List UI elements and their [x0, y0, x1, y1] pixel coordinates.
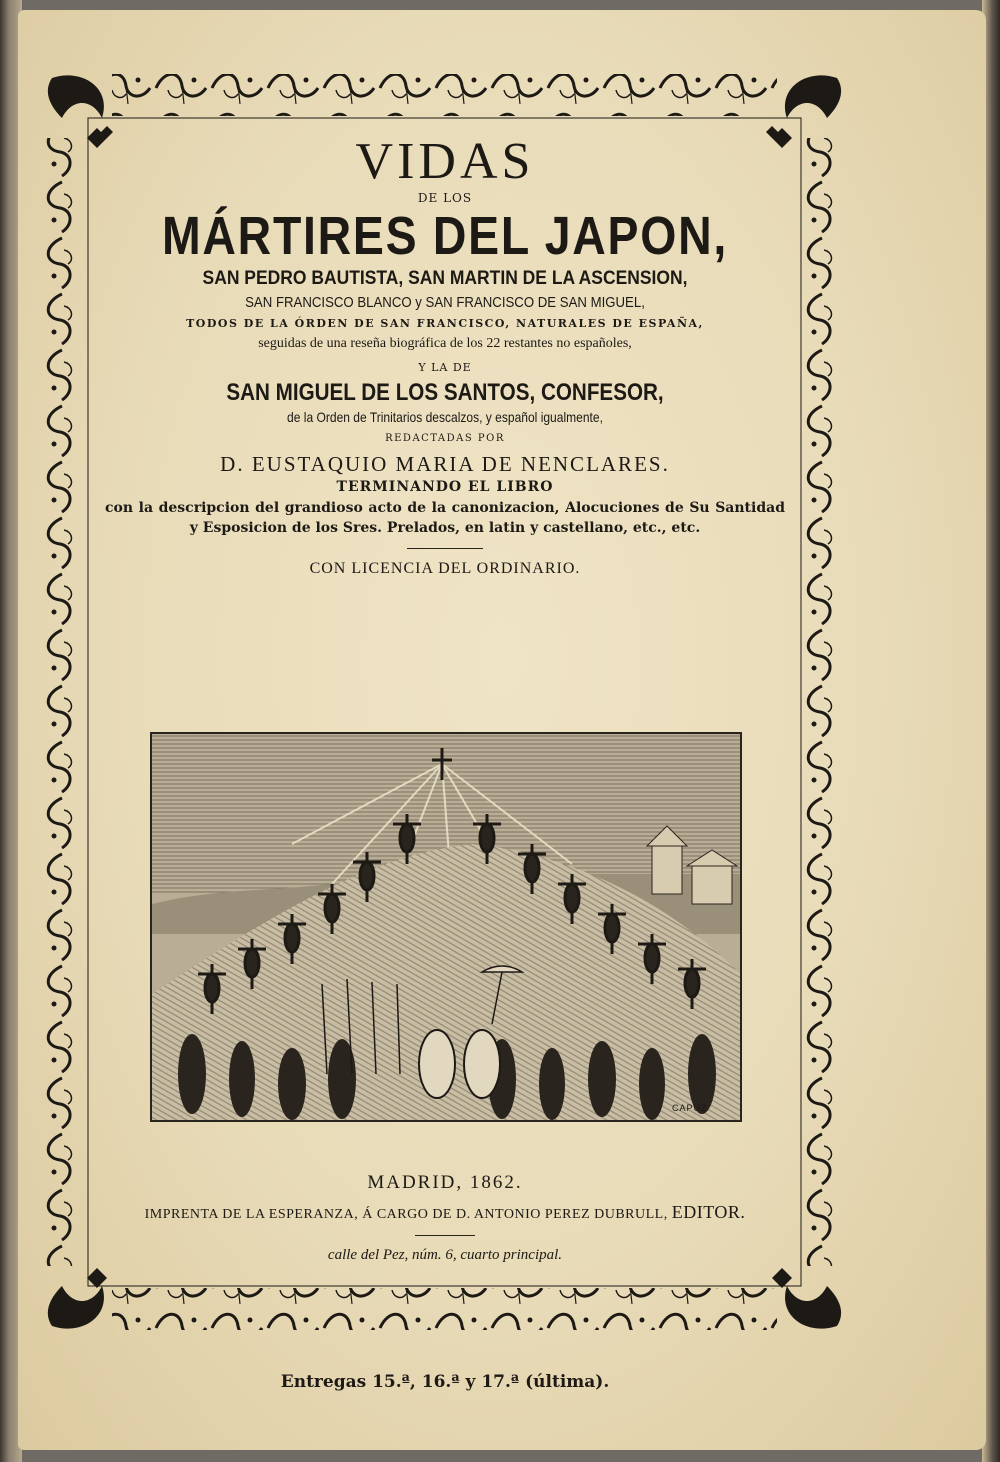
imprint-printer: IMPRENTA DE LA ESPERANZA, Á CARGO DE D. ANTONIO PEREZ DUBRULL,: [144, 1207, 668, 1222]
heading-vidas: VIDAS: [355, 133, 535, 190]
imprint-editor: EDITOR.: [671, 1202, 746, 1222]
subtitle-san-pedro: SAN PEDRO BAUTISTA, SAN MARTIN DE LA ASCENSION,: [202, 268, 688, 289]
label-terminando: TERMINANDO EL LIBRO: [336, 479, 554, 495]
main-title: MÁRTIRES DEL JAPON,: [162, 206, 728, 266]
engraving-illustration: [150, 732, 742, 1122]
imprint-divider: [415, 1235, 475, 1236]
entregas-note: Entregas 15.ª, 16.ª y 17.ª (última).: [280, 1372, 610, 1392]
subtitle-seguidas: seguidas de una reseña biográfica de los 22 restantes no españoles,: [258, 336, 632, 351]
subtitle-orden-trinitarios: de la Orden de Trinitarios descalzos, y español igualmente,: [287, 409, 603, 425]
subtitle-san-francisco: SAN FRANCISCO BLANCO y SAN FRANCISCO DE SAN MIGUEL,: [245, 294, 645, 311]
subtitle-san-miguel: SAN MIGUEL DE LOS SANTOS, CONFESOR,: [226, 379, 664, 406]
imprint-printer-line: [90, 1200, 800, 1227]
martyrdom-scene-engraving: [152, 734, 740, 1120]
subtitle-todos: TODOS DE LA ÓRDEN DE SAN FRANCISCO, NATURALES DE ESPAÑA,: [186, 317, 704, 330]
description-paragraph: con la descripcion del grandioso acto de la canonizacion, Alocuciones de Su Santidad y Esposicion de los Sres. Prelados, en latin y castellano, etc., etc.: [105, 500, 785, 536]
title-text-block: [90, 130, 800, 581]
author-name: D. EUSTAQUIO MARIA DE NENCLARES.: [220, 452, 670, 476]
divider-rule: [407, 548, 483, 549]
imprint-address: calle del Pez, núm. 6, cuarto principal.: [327, 1247, 563, 1263]
imprint-block: [90, 1170, 800, 1266]
engraver-signature: CAPUZ: [672, 1103, 708, 1113]
imprint-city-year: MADRID, 1862.: [367, 1172, 523, 1193]
heading-de-los: DE LOS: [417, 191, 473, 205]
label-redactadas-por: REDACTADAS POR: [385, 433, 505, 444]
connector-y-la-de: Y LA DE: [418, 361, 472, 374]
license-line: CON LICENCIA DEL ORDINARIO.: [309, 560, 581, 577]
